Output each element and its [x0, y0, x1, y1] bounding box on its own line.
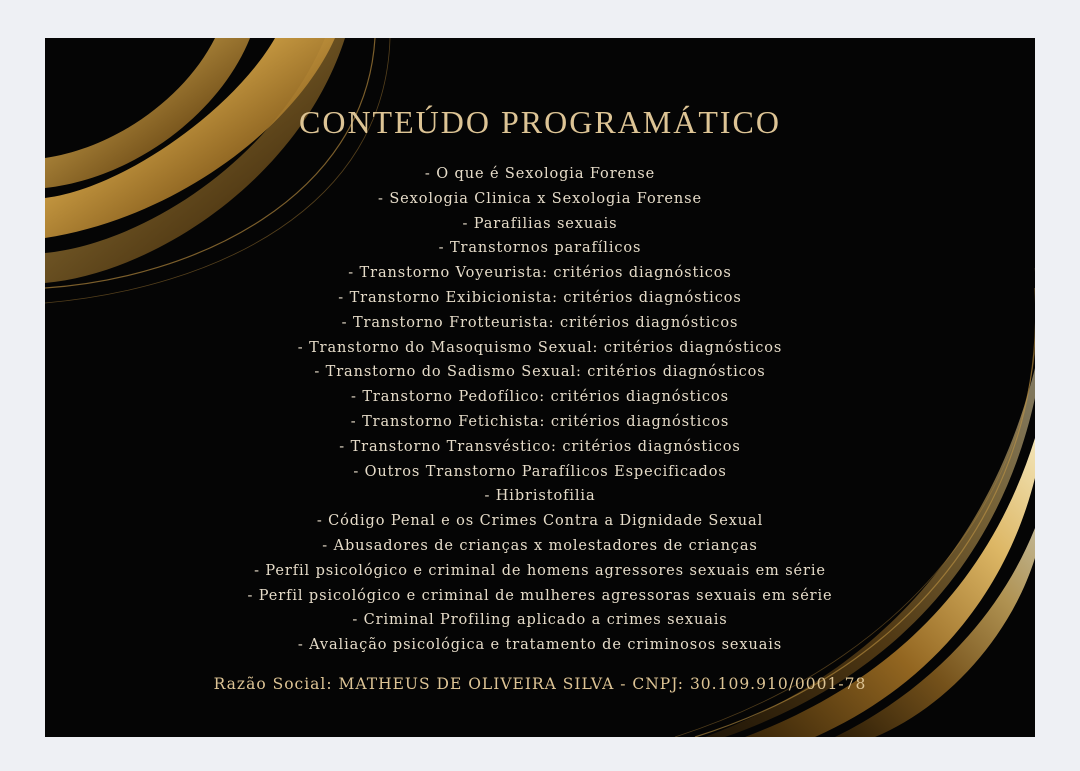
flyer-card	[45, 38, 1035, 737]
list-item: - Outros Transtorno Parafílicos Especificados	[353, 463, 727, 480]
list-item: - Hibristofilia	[484, 488, 596, 505]
list-item: - Perfil psicológico e criminal de mulheres agressoras sexuais em série	[247, 587, 833, 604]
list-item: - Código Penal e os Crimes Contra a Dignidade Sexual	[316, 513, 764, 530]
company-info-footer: Razão Social: MATHEUS DE OLIVEIRA SILVA - CNPJ: 30.109.910/0001-78	[213, 675, 867, 693]
page-title: CONTEÚDO PROGRAMÁTICO	[298, 104, 781, 140]
list-item: - Transtorno Pedofílico: critérios diagnósticos	[351, 389, 729, 406]
list-item: - Perfil psicológico e criminal de homens agressores sexuais em série	[254, 562, 826, 579]
list-item: - Transtorno Voyeurista: critérios diagnósticos	[348, 265, 732, 282]
list-item: - Transtorno Fetichista: critérios diagnósticos	[350, 413, 730, 430]
list-item: - Transtornos parafílicos	[438, 240, 642, 257]
list-item: - Parafilias sexuais	[462, 215, 618, 232]
list-item: - Abusadores de crianças x molestadores de crianças	[322, 537, 758, 554]
list-item: - Avaliação psicológica e tratamento de criminosos sexuais	[297, 637, 783, 654]
list-item: - Transtorno Transvéstico: critérios diagnósticos	[339, 438, 741, 455]
topic-list	[45, 162, 1035, 658]
list-item: - Transtorno do Masoquismo Sexual: critérios diagnósticos	[297, 339, 783, 356]
list-item: - Transtorno Exibicionista: critérios diagnósticos	[338, 289, 742, 306]
list-item: - Transtorno do Sadismo Sexual: critérios diagnósticos	[314, 364, 766, 381]
list-item: - Sexologia Clinica x Sexologia Forense	[378, 190, 702, 207]
list-item: - Transtorno Frotteurista: critérios diagnósticos	[341, 314, 739, 331]
list-item: - Criminal Profiling aplicado a crimes sexuais	[352, 612, 728, 629]
list-item: - O que é Sexologia Forense	[424, 166, 656, 182]
